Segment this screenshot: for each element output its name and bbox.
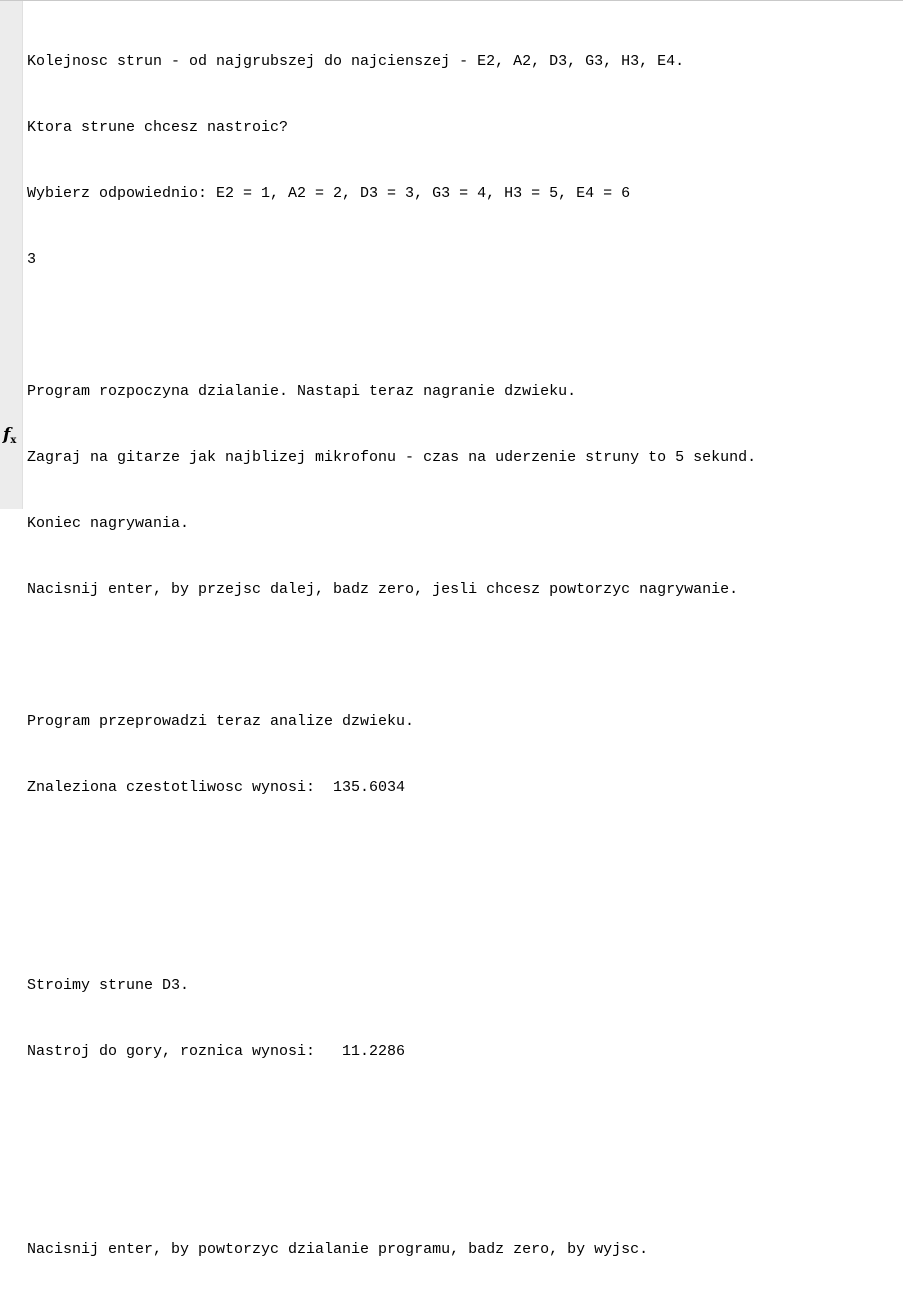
output-line: [27, 843, 756, 865]
command-gutter: [0, 1, 23, 509]
output-line: Wybierz odpowiednio: E2 = 1, A2 = 2, D3 = 3, G3 = 4, H3 = 5, E4 = 6: [27, 185, 631, 202]
output-line: [27, 1107, 756, 1129]
output-line: [27, 645, 756, 667]
frequency-result-line: Znaleziona czestotliwosc wynosi: 135.6034: [27, 779, 406, 796]
top-border: [0, 0, 903, 1]
output-line: Program przeprowadzi teraz analize dzwieku.: [27, 713, 415, 730]
output-line: [27, 909, 756, 931]
output-line: Zagraj na gitarze jak najblizej mikrofonu - czas na uderzenie struny to 5 sekund.: [27, 449, 757, 466]
fx-prompt-icon[interactable]: $f_x$: [3, 425, 17, 446]
output-line: Nacisnij enter, by przejsc dalej, badz zero, jesli chcesz powtorzyc nagrywanie.: [27, 581, 739, 598]
console-output: [27, 7, 756, 1305]
output-line: Stroimy strune D3.: [27, 977, 190, 994]
output-line: Nacisnij enter, by powtorzyc dzialanie programu, badz zero, by wyjsc.: [27, 1241, 649, 1258]
output-line: Kolejnosc strun - od najgrubszej do najcienszej - E2, A2, D3, G3, H3, E4.: [27, 53, 685, 70]
difference-result-line: Nastroj do gory, roznica wynosi: 11.2286: [27, 1043, 406, 1060]
output-line: Program rozpoczyna dzialanie. Nastapi teraz nagranie dzwieku.: [27, 383, 577, 400]
output-line: [27, 1173, 756, 1195]
output-line: Koniec nagrywania.: [27, 515, 190, 532]
output-line: [27, 315, 756, 337]
user-input-line: 3: [27, 251, 37, 268]
output-line: Ktora strune chcesz nastroic?: [27, 119, 289, 136]
